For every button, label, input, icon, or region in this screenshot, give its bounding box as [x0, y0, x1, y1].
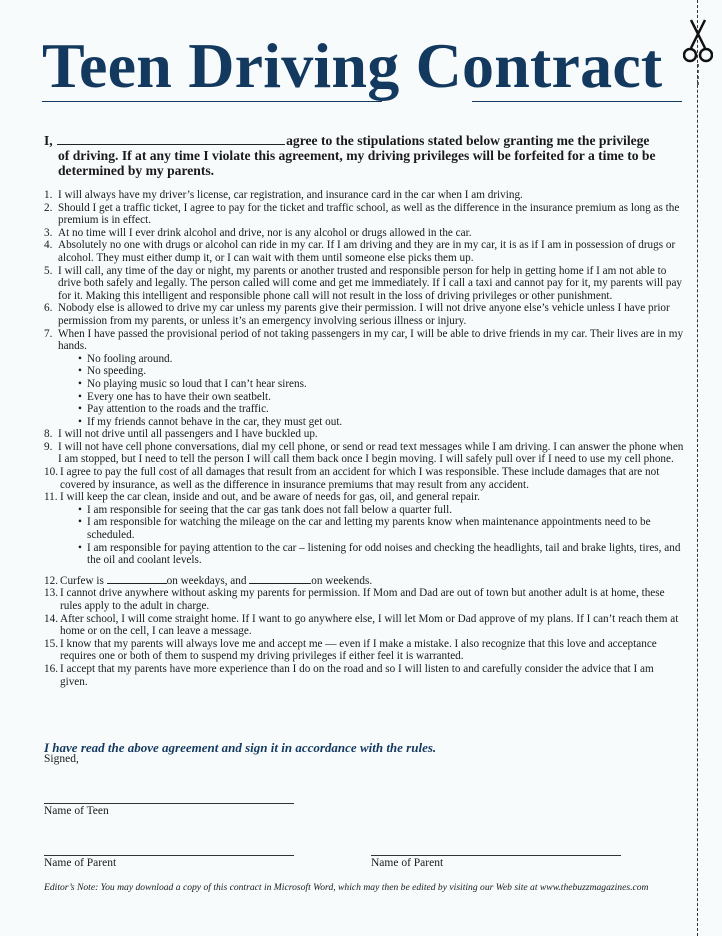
title-rule [42, 101, 382, 102]
bullet-item: • I am responsible for paying attention to the car – listening for odd noises and checking the headlights, tail and brake lights, tires, and the oil and coolant levels. [78, 542, 684, 567]
term-item: 16. I accept that my parents have more experience than I do on the road and so I will listen to and carefully consider the advice that I am given. [44, 662, 654, 688]
title-rule [472, 101, 682, 102]
term-item: 14. After school, I will come straight home. If I want to go anywhere else, I will let Mom or Dad approve of my plans. If I can’t reach them at home or on the cell, I can leave a message. [44, 612, 679, 638]
term-item-curfew: 12. Curfew is on weekdays, and on weekends. [44, 574, 373, 587]
pledge-text-first: agree to the stipulations stated below granting me the privilege [286, 133, 650, 148]
signed-label: Signed, [44, 753, 79, 765]
bullet-item: • Every one has to have their own seatbelt. [78, 391, 684, 404]
term-item: 8. I will not drive until all passengers and I have buckled up. [44, 428, 318, 441]
term-item: 15. I know that my parents will always love me and accept me — even if I make a mistake. I also recognize that this love and acceptance requires one or both of them to suspend my driving privileges if either feel it is warranted. [44, 637, 657, 663]
term-item: 5. I will call, any time of the day or night, my parents or another trusted and responsible person for help in getting home if I am not able to drive both safely and legally. The person called will come and get me immediately. If I call a taxi and cannot pay for it, my parents will pay for it. Making this intelligent and responsible phone call will not result in the loss of driving privileges or other punishment. [44, 264, 683, 302]
pledge-text-rest: of driving. If at any time I violate this agreement, my driving privileges will be forfeited for a time to be determined by my parents. [58, 148, 656, 178]
pledge-prefix: I, [44, 133, 53, 148]
cut-line [697, 0, 698, 936]
teen-signature-line[interactable] [44, 803, 294, 804]
parent-signature-label: Name of Parent [371, 857, 444, 869]
parent-signature-line[interactable] [44, 855, 294, 856]
term-item: 3. At no time will I ever drink alcohol and drive, nor is any alcohol or drugs allowed in the car. [44, 226, 472, 239]
bullet-item: • If my friends cannot behave in the car, they must get out. [78, 416, 684, 429]
term-item: 10. I agree to pay the full cost of all damages that result from an accident for which I was responsible. These include damages that are not covered by insurance, as well as the difference in insurance premiums that may result from any accident. [44, 466, 660, 491]
page-title: Teen Driving Contract [42, 30, 663, 101]
editor-note: Editor’s Note: You may download a copy of this contract in Microsoft Word, which may then be edited by visiting our Web site at www.thebuzzmagazines.com [44, 882, 649, 893]
parent-signature-label: Name of Parent [44, 857, 117, 869]
weekend-curfew-blank[interactable] [249, 573, 311, 584]
pledge-statement [44, 132, 684, 178]
term-item: 7. When I have passed the provisional period of not taking passengers in my car, I will be able to drive friends in my car. Their lives are in my hands. [44, 327, 684, 353]
closing-statement: I have read the above agreement and sign it in accordance with the rules. [44, 740, 437, 755]
term-item: 9. I will not have cell phone conversations, dial my cell phone, or send or read text messages while I am driving. I can answer the phone when I am stopped, but I need to tell the person I will call them back once I begin moving. I will safely pull over if I need to use my cell phone. [44, 440, 684, 466]
item7-bullet-list [44, 353, 684, 429]
weekday-curfew-blank[interactable] [107, 573, 167, 584]
term-item: 1. I will always have my driver’s license, car registration, and insurance card in the car when I am driving. [44, 189, 523, 201]
term-item: 11. I will keep the car clean, inside and out, and be aware of needs for gas, oil, and general repair. [44, 491, 480, 504]
term-item: 4. Absolutely no one with drugs or alcohol can ride in my car. If I am driving and they are in my car, it is as if I am in possession of drugs or alcohol. They must either dump it, or I can wait with them until someone else picks them up. [44, 239, 676, 264]
teen-name-blank[interactable] [57, 132, 285, 145]
bullet-item: • No speeding. [78, 365, 684, 378]
bullet-item: • I am responsible for seeing that the car gas tank does not fall below a quarter full. [78, 504, 684, 517]
term-item: 2. Should I get a traffic ticket, I agree to pay for the ticket and traffic school, as well as the difference in the insurance premium as long as the premium is in effect. [44, 201, 680, 227]
teen-signature-label: Name of Teen [44, 805, 109, 817]
bullet-item: • No playing music so loud that I can’t hear sirens. [78, 378, 684, 391]
bullet-item: • No fooling around. [78, 353, 684, 366]
parent-signature-line[interactable] [371, 855, 621, 856]
bullet-item: • Pay attention to the roads and the traffic. [78, 403, 684, 416]
item11-bullet-list [44, 504, 684, 567]
title-block [42, 30, 692, 102]
term-item: 13. I cannot drive anywhere without asking my parents for permission. If Mom and Dad are out of town but another adult is at home, these rules apply to the adult in charge. [44, 587, 665, 612]
term-item: 6. Nobody else is allowed to drive my car unless my parents give their permission. I will not drive anyone else’s vehicle unless I have prior permission from my parents, or unless it’s an emergency involving serious illness or injury. [44, 302, 670, 327]
contract-terms [44, 189, 684, 688]
bullet-item: • I am responsible for watching the mileage on the car and letting my parents know when maintenance appointments need to be scheduled. [78, 516, 684, 541]
